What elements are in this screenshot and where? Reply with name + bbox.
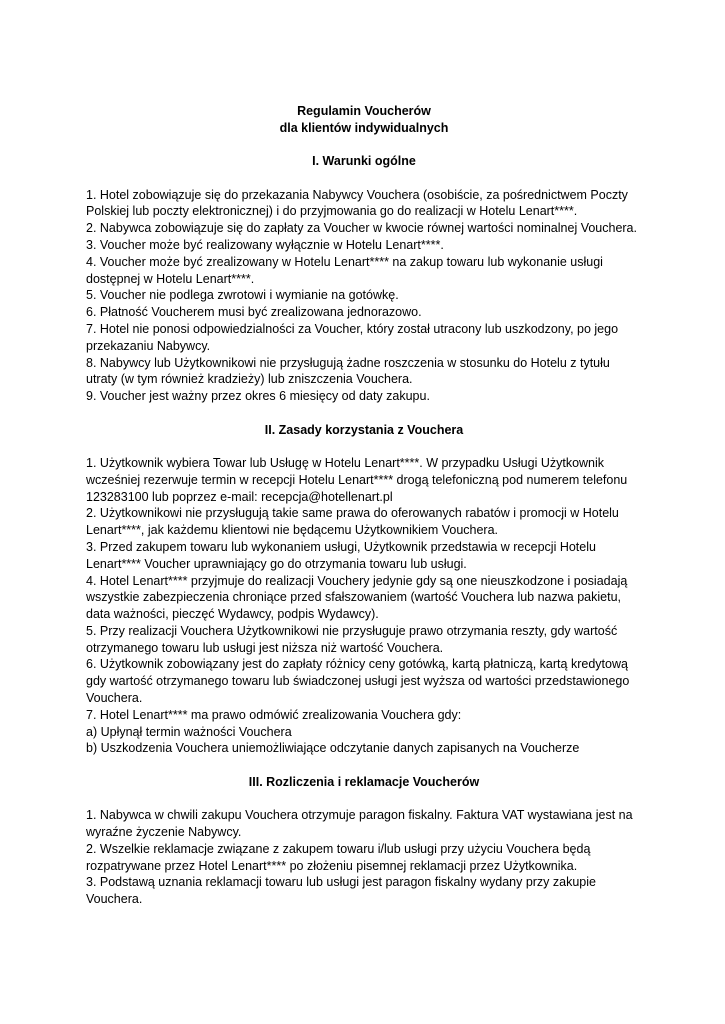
clause: 2. Użytkownikowi nie przysługują takie same prawa do oferowanych rabatów i promocji w Hotelu Lenart****, jak każdemu klientowi nie będącemu Użytkownikiem Vouchera. — [86, 506, 619, 538]
clause: b) Uszkodzenia Vouchera uniemożliwiające odczytanie danych zapisanych na Voucherze — [86, 741, 580, 756]
spacer — [86, 170, 642, 187]
spacer — [86, 405, 642, 422]
clause: 1. Hotel zobowiązuje się do przekazania Nabywcy Vouchera (osobiście, za pośrednictwem Poczty Polskiej lub poczty elektronicznej) i do przyjmowania go do realizacji w Hotelu Lenart****. — [86, 187, 628, 219]
section-heading-usage-rules: II. Zasady korzystania z Vouchera — [264, 422, 464, 437]
clause: 6. Użytkownik zobowiązany jest do zapłaty różnicy ceny gotówką, kartą płatniczą, kartą kredytową gdy wartość otrzymanego towaru lub świadczonej usługi jest wyższa od wartości przedstawionego Vouchera. — [86, 657, 630, 706]
clause: 9. Voucher jest ważny przez okres 6 miesięcy od daty zakupu. — [86, 389, 430, 404]
clause: 4. Voucher może być zrealizowany w Hotelu Lenart**** na zakup towaru lub wykonanie usługi dostępnej w Hotelu Lenart****. — [86, 254, 603, 286]
clause: 1. Użytkownik wybiera Towar lub Usługę w Hotelu Lenart****. W przypadku Usługi Użytkownik wcześniej rezerwuje termin w recepcji Hotelu Lenart**** drogą telefoniczną pod numerem telefonu 123283100 lub poprzez e-mail: recepcja@hotellenart.pl — [86, 455, 628, 504]
section-heading-settlements-complaints: III. Rozliczenia i reklamacje Voucherów — [248, 774, 480, 789]
spacer — [86, 438, 642, 455]
clause: 5. Przy realizacji Vouchera Użytkownikowi nie przysługuje prawo otrzymania reszty, gdy wartość otrzymanego towaru lub usługi jest niższa niż wartość Vouchera. — [86, 623, 618, 655]
spacer — [86, 791, 642, 808]
clause: 3. Podstawą uznania reklamacji towaru lub usługi jest paragon fiskalny wydany przy zakupie Vouchera. — [86, 875, 596, 907]
clause: 3. Voucher może być realizowany wyłącznie w Hotelu Lenart****. — [86, 237, 444, 252]
clause: 6. Płatność Voucherem musi być zrealizowana jednorazowo. — [86, 305, 422, 320]
document-title-line1: Regulamin Voucherów — [297, 104, 431, 118]
clause: a) Upłynął termin ważności Vouchera — [86, 724, 292, 739]
clause: 5. Voucher nie podlega zwrotowi i wymianie na gotówkę. — [86, 288, 399, 303]
clause: 4. Hotel Lenart**** przyjmuje do realizacji Vouchery jedynie gdy są one nieuszkodzone i posiadają wszystkie zabezpieczenia chroniące przed sfałszowaniem (wartość Vouchera lub nazwa pakietu, data ważności, pieczęć Wydawcy, podpis Wydawcy). — [86, 573, 628, 622]
spacer — [86, 137, 642, 154]
document-title-line2: dla klientów indywidualnych — [279, 120, 449, 135]
clause: 7. Hotel Lenart**** ma prawo odmówić zrealizowania Vouchera gdy: — [86, 707, 462, 722]
section-usage-rules — [86, 455, 642, 757]
document-page — [86, 103, 642, 908]
clause: 8. Nabywcy lub Użytkownikowi nie przysługują żadne roszczenia w stosunku do Hotelu z tytułu utraty (w tym również kradzieży) lub zniszczenia Vouchera. — [86, 355, 610, 387]
section-heading-general-terms: I. Warunki ogólne — [312, 154, 416, 169]
section-general-terms — [86, 187, 642, 405]
clause: 2. Nabywca zobowiązuje się do zapłaty za Voucher w kwocie równej wartości nominalnej Vouchera. — [86, 221, 637, 236]
clause: 2. Wszelkie reklamacje związane z zakupem towaru i/lub usługi przy użyciu Vouchera będą rozpatrywane przez Hotel Lenart**** po złożeniu pisemnej reklamacji przez Użytkownika. — [86, 841, 591, 873]
clause: 3. Przed zakupem towaru lub wykonaniem usługi, Użytkownik przedstawia w recepcji Hotelu Lenart**** Voucher uprawniający go do otrzymania towaru lub usługi. — [86, 539, 596, 571]
clause: 7. Hotel nie ponosi odpowiedzialności za Voucher, który został utracony lub uszkodzony, po jego przekazaniu Nabywcy. — [86, 321, 619, 353]
spacer — [86, 757, 642, 774]
section-settlements-complaints — [86, 807, 642, 908]
clause: 1. Nabywca w chwili zakupu Vouchera otrzymuje paragon fiskalny. Faktura VAT wystawiana jest na wyraźne życzenie Nabywcy. — [86, 808, 633, 840]
